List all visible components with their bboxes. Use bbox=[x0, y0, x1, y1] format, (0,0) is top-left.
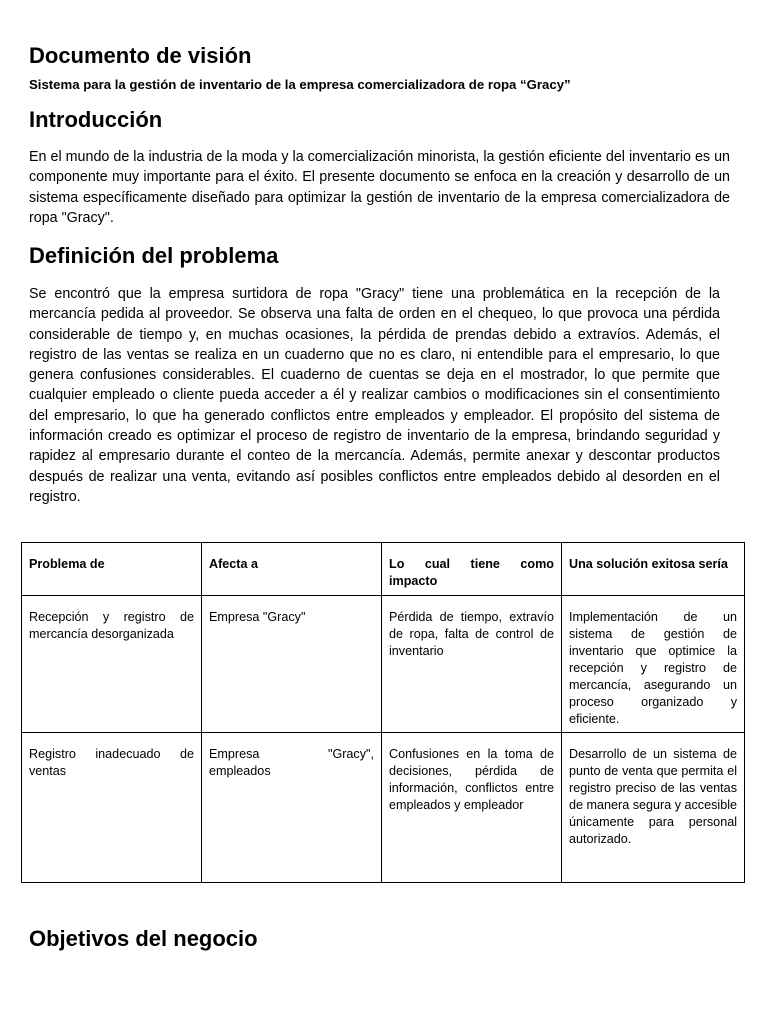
table-cell-solution: Implementación de un sistema de gestión de inventario que optimice la recepción y registro de mercancía, asegurando un proceso organizado y eficiente. bbox=[562, 596, 745, 733]
table-cell-problem: Registro inadecuado de ventas bbox=[22, 733, 202, 883]
table-header-impact: Lo cual tiene como impacto bbox=[382, 543, 562, 596]
document-title: Documento de visión bbox=[29, 43, 252, 68]
problem-definition-heading: Definición del problema bbox=[29, 243, 279, 268]
introduction-heading: Introducción bbox=[29, 107, 163, 132]
table-header-solution: Una solución exitosa sería bbox=[562, 543, 745, 596]
table-cell-affects: Empresa "Gracy", empleados bbox=[202, 733, 382, 883]
business-objectives-heading: Objetivos del negocio bbox=[29, 926, 258, 951]
problem-definition-paragraph: Se encontró que la empresa surtidora de ropa "Gracy" tiene una problemática en la recepción de la mercancía pedida al proveedor. Se observa una falta de orden en el chequeo, lo que provoca una pérdida considerable de tiempo y, en muchas ocasiones, la pérdida de prendas debido a extravíos. Además, el registro de las ventas se realiza en un cuaderno que no es claro, ni entendible para el empresario, lo que genera confusiones considerables. El cuaderno de cuentas se deja en el mostrador, lo que permite que cualquier empleado o cliente pueda acceder a él y realizar cambios o modificaciones sin el consentimiento del empresario, lo que ha generado conflictos entre empleados y empleador. El propósito del sistema de información creado es optimizar el proceso de registro de inventario de la empresa, brindando seguridad y rapidez al empresario durante el conteo de la mercancía. Además, permite anexar y descontar productos después de realizar una venta, evitando así posibles conflictos entre empleados debido al desorden en el registro. bbox=[29, 286, 720, 505]
document-subtitle: Sistema para la gestión de inventario de la empresa comercializadora de ropa “Gracy” bbox=[29, 77, 571, 92]
table-cell-solution: Desarrollo de un sistema de punto de venta que permita el registro preciso de las ventas de manera segura y accesible únicamente para personal autorizado. bbox=[562, 733, 745, 883]
table-cell-affects: Empresa "Gracy" bbox=[202, 596, 382, 733]
table-header-affects: Afecta a bbox=[202, 543, 382, 596]
table-header-row bbox=[22, 543, 745, 596]
problem-table bbox=[21, 542, 745, 883]
table-cell-impact: Pérdida de tiempo, extravío de ropa, falta de control de inventario bbox=[382, 596, 562, 733]
introduction-paragraph: En el mundo de la industria de la moda y la comercialización minorista, la gestión eficiente del inventario es un componente muy importante para el éxito. El presente documento se enfoca en la creación y desarrollo de un sistema específicamente diseñado para optimizar la gestión de inventario de la empresa comercializadora de ropa "Gracy". bbox=[29, 149, 730, 226]
table-row bbox=[22, 733, 745, 883]
table-cell-impact: Confusiones en la toma de decisiones, pérdida de información, conflictos entre empleados y empleador bbox=[382, 733, 562, 883]
table-header-problem: Problema de bbox=[22, 543, 202, 596]
table-row bbox=[22, 596, 745, 733]
table-cell-problem: Recepción y registro de mercancía desorganizada bbox=[22, 596, 202, 733]
